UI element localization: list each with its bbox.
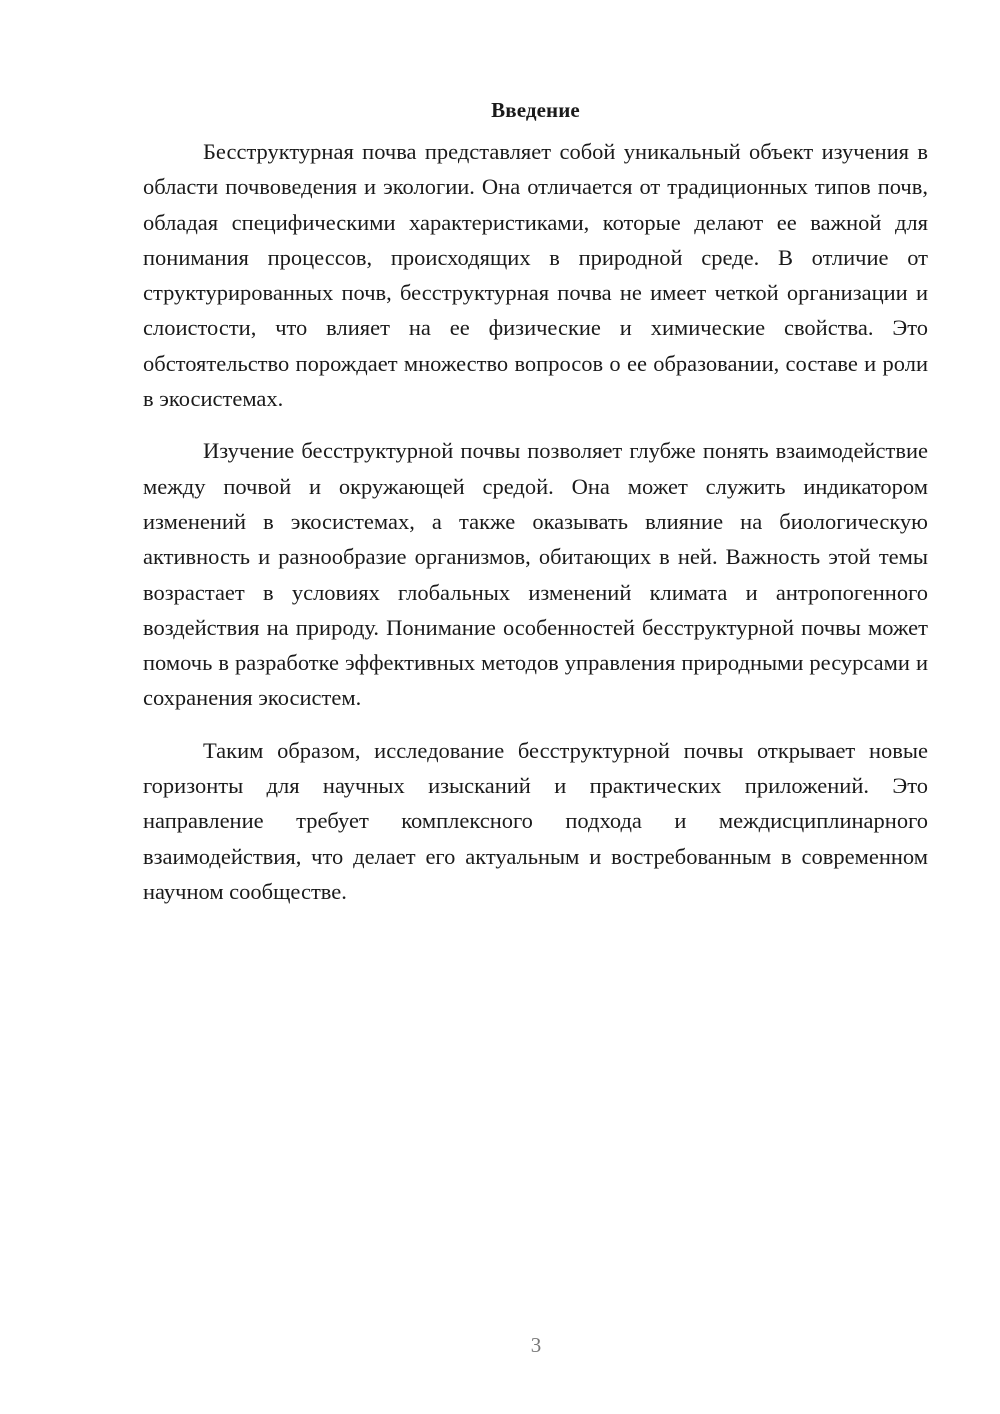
paragraph-3: Таким образом, исследование бесструктурной почвы открывает новые горизонты для научных изысканий и практических приложений. Это направление требует комплексного подхода и междисциплинарного взаимодействия, что делает его актуальным и востребованным в современном научном сообществе. bbox=[143, 737, 928, 904]
paragraph-2: Изучение бесструктурной почвы позволяет глубже понять взаимодействие между почвой и окружающей средой. Она может служить индикатором изменений в экосистемах, а также оказывать влияние на биологическую активность и разнообразие организмов, обитающих в ней. Важность этой темы возрастает в условиях глобальных изменений климата и антропогенного воздействия на природу. Понимание особенностей бесструктурной почвы может помочь в разработке эффективных методов управления природными ресурсами и сохранения экосистем. bbox=[143, 438, 928, 711]
section-title: Введение bbox=[491, 98, 580, 122]
document-body bbox=[143, 94, 928, 909]
page-number: 3 bbox=[530, 1333, 542, 1357]
paragraph-1: Бесструктурная почва представляет собой уникальный объект изучения в области почвоведения и экологии. Она отличается от традиционных типов почв, обладая специфическими характеристиками, которые делают ее важной для понимания процессов, происходящих в природной среде. В отличие от структурированных почв, бесструктурная почва не имеет четкой организации и слоистости, что влияет на ее физические и химические свойства. Это обстоятельство порождает множество вопросов о ее образовании, составе и роли в экосистемах. bbox=[143, 139, 928, 412]
